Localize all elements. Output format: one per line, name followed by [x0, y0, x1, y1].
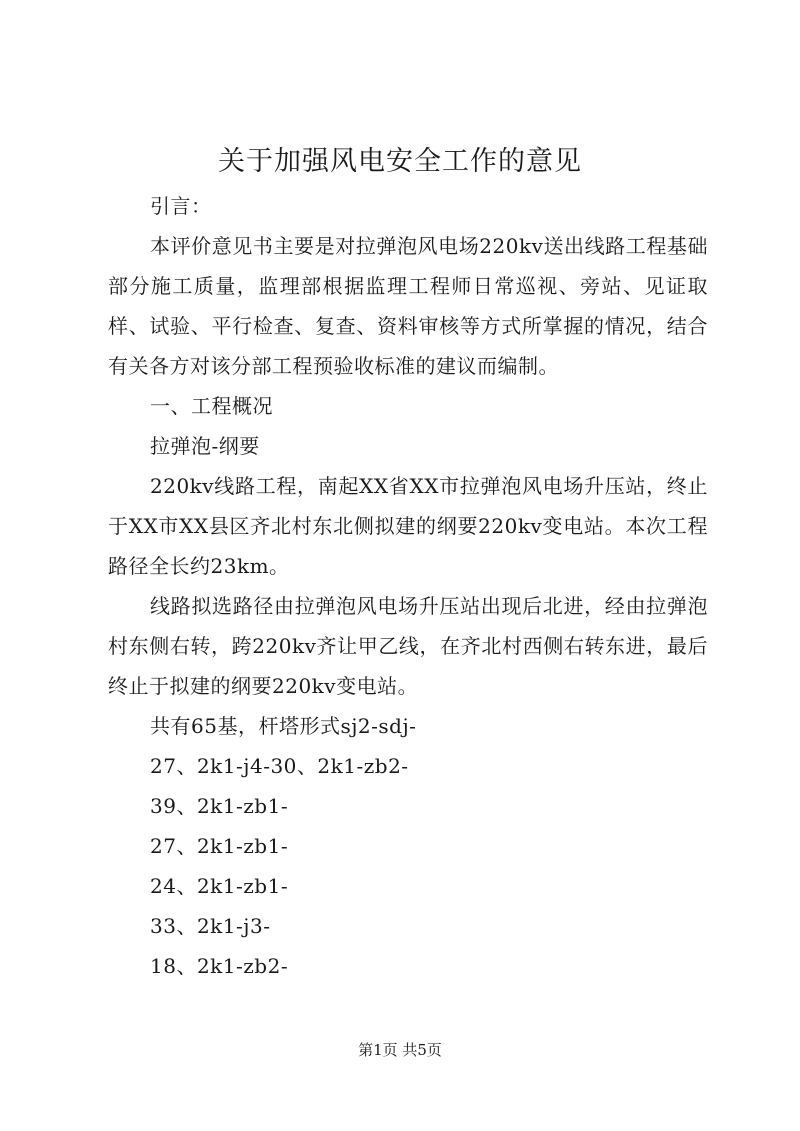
list-item-tower-type: 39、2k1-zb1- — [150, 794, 289, 818]
list-item-tower-type: 33、2k1-j3- — [150, 914, 271, 938]
list-item-tower-type: 27、2k1-zb1- — [150, 834, 289, 858]
paragraph-route-path: 线路拟选路径由拉弹泡风电场升压站出现后北进，经由拉弹泡村东侧右转，跨220kv齐让甲乙线，在齐北村西侧右转东进，最后终止于拟建的纲要220kv变电站。 — [108, 594, 708, 698]
page-footer: 第1页 共5页 — [358, 1041, 442, 1059]
list-item-tower-type: 18、2k1-zb2- — [150, 954, 289, 978]
document-title: 关于加强风电安全工作的意见 — [218, 146, 582, 177]
paragraph-tower-count: 共有65基，杆塔形式sj2-sdj- — [150, 714, 417, 738]
document-body — [108, 186, 708, 986]
paragraph-intro: 本评价意见书主要是对拉弹泡风电场220kv送出线路工程基础部分施工质量，监理部根据监理工程师日常巡视、旁站、见证取样、试验、平行检查、复查、资料审核等方式所掌握的情况，结合有关各方对该分部工程预验收标准的建议而编制。 — [108, 234, 708, 378]
paragraph-route-name: 拉弹泡-纲要 — [150, 434, 260, 458]
paragraph-line-project: 220kv线路工程，南起XX省XX市拉弹泡风电场升压站，终止于XX市XX县区齐北村东北侧拟建的纲要220kv变电站。本次工程路径全长约23km。 — [108, 474, 708, 578]
section-heading-overview: 一、工程概况 — [150, 394, 273, 418]
list-item-tower-type: 24、2k1-zb1- — [150, 874, 289, 898]
list-item-tower-type: 27、2k1-j4-30、2k1-zb2- — [150, 754, 409, 778]
paragraph-intro-label: 引言： — [150, 194, 212, 218]
